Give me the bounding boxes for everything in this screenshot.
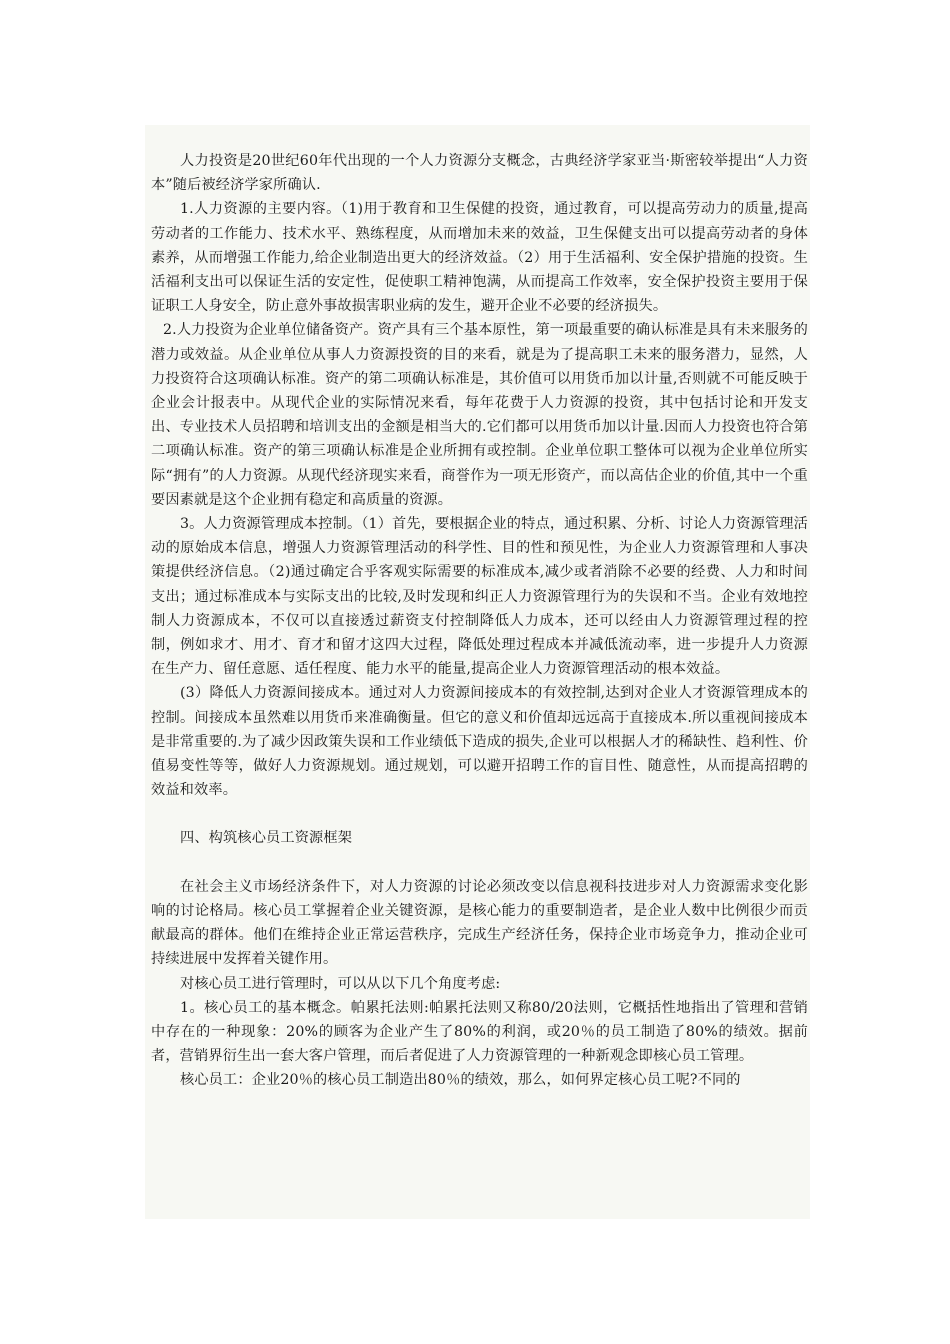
paragraph-core-aspects: 对核心员工进行管理时，可以从以下几个角度考虑: (180, 975, 501, 992)
paragraph-item-3-sub: (3）降低人力资源间接成本。通过对人力资源间接成本的有效控制,达到对企业人才资源管理成本的控制。间接成本虽然难以用货币来准确衡量。但它的意义和价值却远远高于直接成本.所以重视间接成本是非常重要的.为了减少因政策失误和工作业绩低下造成的损失,企业可以根据人才的稀缺性、趋利性、价值易变性等等，做好人力资源规划。通过规划，可以避开招聘工作的盲目性、随意性，从而提高招聘的效益和效率。 (151, 685, 808, 799)
paragraph-item-2: 2.人力投资为企业单位储备资产。资产具有三个基本原性，第一项最重要的确认标准是具有未来服务的潜力或效益。从企业单位从事人力资源投资的目的来看，就是为了提高职工未来的服务潜力，显然，人力投资符合这项确认标准。资产的第二项确认标准是，其价值可以用货币加以计量,否则就不可能反映于企业会计报表中。从现代企业的实际情况来看，每年花费于人力资源的投资，其中包括讨论和开发支出、专业技术人员招聘和培训支出的金额是相当大的.它们都可以用货币加以计量.因而人力投资也符合第二项确认标准。资产的第三项确认标准是企业所拥有或控制。企业单位职工整体可以视为企业单位所实际“拥有”的人力资源。从现代经济现实来看，商誉作为一项无形资产，而以高估企业的价值,其中一个重要因素就是这个企业拥有稳定和高质量的资源。 (151, 322, 808, 508)
spacer (151, 802, 808, 826)
spacer (151, 851, 808, 875)
document-body (145, 125, 810, 1093)
paragraph-item-1: 1.人力资源的主要内容。（1)用于教育和卫生保健的投资，通过教育，可以提高劳动力的质量,提高劳动者的工作能力、技术水平、熟练程度，从而增加未来的效益，卫生保健支出可以提高劳动者的身体素养，从而增强工作能力,给企业制造出更大的经济效益。（2）用于生活福利、安全保护措施的投资。生活福利支出可以保证生活的安定性，促使职工精神饱满，从而提高工作效率，安全保护投资主要用于保证职工人身安全，防止意外事故损害职业病的发生，避开企业不必要的经济损失。 (151, 201, 808, 315)
paragraph-item-3: 3。人力资源管理成本控制。（1）首先，要根据企业的特点，通过积累、分析、讨论人力资源管理活动的原始成本信息，增强人力资源管理活动的科学性、目的性和预见性，为企业人力资源管理和人事决策提供经济信息。（2)通过确定合乎客观实际需要的标准成本,减少或者消除不必要的经费、人力和时间支出；通过标准成本与实际支出的比较,及时发现和纠正人力资源管理行为的失误和不当。企业有效地控制人力资源成本，不仅可以直接透过薪资支付控制降低人力成本，还可以经由人力资源管理过程的控制，例如求才、用才、育才和留才这四大过程，降低处理过程成本并减低流动率，进一步提升人力资源在生产力、留任意愿、适任程度、能力水平的能量,提高企业人力资源管理活动的根本效益。 (151, 516, 808, 678)
paragraph-intro: 人力投资是20世纪60年代出现的一个人力资源分支概念，古典经济学家亚当·斯密较举提出“人力资本”随后被经济学家所确认. (151, 153, 808, 194)
paragraph-core-concept: 1。核心员工的基本概念。帕累托法则:帕累托法则又称80/20法则，它概括性地指出了管理和营销中存在的一种现象：20%的顾客为企业产生了80%的利润，或20％的员工制造了80%的绩效。据前者，营销界衍生出一套大客户管理，而后者促进了人力资源管理的一种新观念即核心员工管理。 (151, 999, 808, 1065)
paragraph-core-intro: 在社会主义市场经济条件下，对人力资源的讨论必须改变以信息视科技进步对人力资源需求变化影响的讨论格局。核心员工掌握着企业关键资源，是核心能力的重要制造者，是企业人数中比例很少而贡献最高的群体。他们在维持企业正常运营秩序，完成生产经济任务，保持企业市场竞争力，推动企业可持续进展中发挥着关键作用。 (151, 878, 808, 968)
paragraph-core-definition: 核心员工：企业20％的核心员工制造出80％的绩效，那么，如何界定核心员工呢?不同的 (180, 1072, 741, 1089)
section-heading: 四、构筑核心员工资源框架 (180, 830, 353, 847)
document-text-area (145, 125, 810, 1219)
